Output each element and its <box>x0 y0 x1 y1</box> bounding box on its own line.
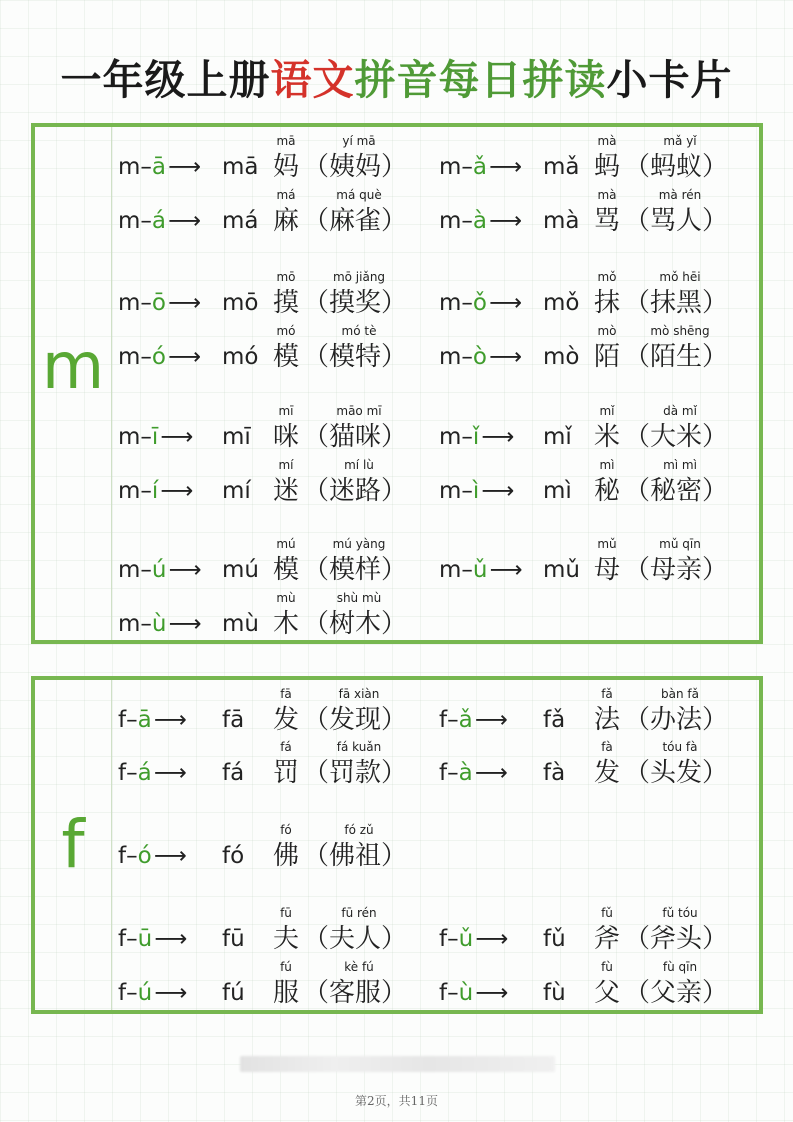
toned-final: ú <box>151 557 167 583</box>
word-pinyin: dà mǐ <box>663 404 697 418</box>
character: 咪 <box>272 422 299 452</box>
arrow-icon: ⟶ <box>481 424 515 450</box>
character: 迷 <box>272 476 299 506</box>
arrow-icon: ⟶ <box>153 760 187 786</box>
character-pinyin: mó <box>276 324 296 338</box>
arrow-icon: ⟶ <box>154 926 188 952</box>
pinyin-entry <box>439 321 759 377</box>
character-pinyin: fó <box>280 823 292 837</box>
example-word: （罚款） <box>302 758 407 788</box>
character-pinyin: fà <box>601 740 613 754</box>
syllable: mī <box>222 424 251 450</box>
example-word: （模特） <box>302 342 407 372</box>
arrow-icon: ⟶ <box>488 290 522 316</box>
example-word: （模样） <box>302 555 407 585</box>
toned-final: ǎ <box>472 154 488 180</box>
character: 服 <box>272 978 299 1008</box>
spelling-dash: – <box>126 980 138 1006</box>
initial-consonant: m <box>118 290 141 316</box>
syllable: fó <box>222 843 245 869</box>
arrow-icon: ⟶ <box>153 843 187 869</box>
example-word: （骂人） <box>623 206 728 236</box>
spelling-formula <box>439 207 522 235</box>
character-pinyin: mà <box>597 134 617 148</box>
example-word: （夫人） <box>302 924 407 954</box>
syllable: mǐ <box>543 424 572 450</box>
word-pinyin: mó tè <box>341 324 377 338</box>
arrow-icon: ⟶ <box>489 208 522 234</box>
pinyin-entry <box>118 684 438 740</box>
toned-final: ú <box>137 980 153 1006</box>
example-word: （办法） <box>623 705 728 735</box>
spelling-formula <box>118 979 187 1007</box>
pinyin-entry <box>439 737 759 793</box>
pinyin-entry <box>439 534 759 590</box>
pinyin-entry <box>118 131 438 187</box>
spelling-dash: – <box>140 208 152 234</box>
pinyin-entry <box>118 401 438 457</box>
syllable: fà <box>543 760 566 786</box>
initial-consonant: m <box>118 557 141 583</box>
toned-final: ì <box>472 478 480 504</box>
arrow-icon: ⟶ <box>160 478 194 504</box>
spelling-formula <box>118 925 187 953</box>
spelling-dash: – <box>126 760 138 786</box>
character-pinyin: mì <box>599 458 615 472</box>
initial-consonant: f <box>439 707 448 733</box>
word-pinyin: yí mā <box>342 134 376 148</box>
character-pinyin: má <box>276 188 296 202</box>
syllable: mǒ <box>543 290 580 316</box>
toned-final: ǔ <box>472 557 488 583</box>
toned-final: ó <box>151 344 166 370</box>
initial-consonant: f <box>118 707 127 733</box>
character: 木 <box>272 609 299 639</box>
syllable: mì <box>543 478 572 504</box>
spelling-dash: – <box>140 424 152 450</box>
example-word: （摸奖） <box>302 288 407 318</box>
initial-consonant: f <box>439 980 448 1006</box>
character: 骂 <box>593 206 620 236</box>
toned-final: ò <box>472 344 487 370</box>
character-pinyin: mǔ <box>597 537 617 551</box>
character: 发 <box>272 705 299 735</box>
title-part-grade: 一年级上册 <box>60 56 271 104</box>
spelling-formula <box>118 610 201 638</box>
example-word: （姨妈） <box>302 152 407 182</box>
word-pinyin: māo mī <box>336 404 382 418</box>
spelling-dash: – <box>461 424 473 450</box>
character-pinyin: fú <box>280 960 292 974</box>
example-word: （斧头） <box>623 924 728 954</box>
toned-final: í <box>151 478 159 504</box>
card-divider <box>111 127 112 640</box>
toned-final: ǐ <box>472 424 480 450</box>
page-number: 第2页，共11页 <box>355 1094 438 1108</box>
character: 抹 <box>593 288 620 318</box>
pinyin-entry <box>439 267 759 323</box>
arrow-icon: ⟶ <box>474 707 508 733</box>
toned-final: ō <box>151 290 166 316</box>
word-pinyin: fǔ tóu <box>662 906 698 920</box>
toned-final: à <box>472 208 488 234</box>
word-pinyin: kè fú <box>344 960 374 974</box>
spelling-dash: – <box>447 760 459 786</box>
toned-final: á <box>151 208 167 234</box>
example-word: （头发） <box>623 758 728 788</box>
spelling-formula <box>118 556 201 584</box>
character-pinyin: mù <box>276 591 296 605</box>
spelling-formula <box>118 207 201 235</box>
spelling-formula <box>118 289 201 317</box>
example-word: （佛祖） <box>302 841 407 871</box>
spelling-dash: – <box>447 707 459 733</box>
spelling-formula <box>118 759 187 787</box>
syllable: mí <box>222 478 251 504</box>
pinyin-entry <box>118 321 438 377</box>
initial-consonant: m <box>118 154 141 180</box>
word-pinyin: fó zǔ <box>344 823 374 837</box>
syllable: mǔ <box>543 557 580 583</box>
spelling-formula <box>439 477 514 505</box>
spelling-dash: – <box>461 208 473 234</box>
spelling-formula <box>439 759 508 787</box>
arrow-icon: ⟶ <box>154 980 188 1006</box>
syllable: mō <box>222 290 259 316</box>
pinyin-entry <box>118 185 438 241</box>
character: 蚂 <box>593 152 620 182</box>
arrow-icon: ⟶ <box>475 980 509 1006</box>
character: 母 <box>593 555 620 585</box>
pinyin-entry <box>118 957 438 1013</box>
spelling-dash: – <box>447 926 459 952</box>
word-pinyin: mǎ yǐ <box>663 134 697 148</box>
character: 陌 <box>593 342 620 372</box>
word-pinyin: mà rén <box>658 188 702 202</box>
arrow-icon: ⟶ <box>168 611 202 637</box>
spelling-dash: – <box>461 344 473 370</box>
spelling-formula <box>439 423 514 451</box>
example-word: （陌生） <box>623 342 728 372</box>
character-pinyin: mú <box>276 537 296 551</box>
character: 罚 <box>272 758 299 788</box>
spelling-dash: – <box>461 557 473 583</box>
spelling-formula <box>439 979 508 1007</box>
example-word: （秘密） <box>623 476 728 506</box>
toned-final: ǎ <box>458 707 473 733</box>
toned-final: á <box>137 760 152 786</box>
syllable: fǎ <box>543 707 566 733</box>
arrow-icon: ⟶ <box>481 478 515 504</box>
example-word: （树木） <box>302 609 407 639</box>
title-part-topic: 拼音每日拼读 <box>354 56 607 104</box>
arrow-icon: ⟶ <box>168 208 201 234</box>
initial-consonant: m <box>439 208 462 234</box>
example-word: （大米） <box>623 422 728 452</box>
pinyin-entry <box>439 684 759 740</box>
pinyin-entry <box>439 957 759 1013</box>
footer-watermark <box>240 1056 555 1072</box>
syllable: fù <box>543 980 566 1006</box>
spelling-dash: – <box>461 154 473 180</box>
pinyin-entry <box>439 401 759 457</box>
arrow-icon: ⟶ <box>475 926 509 952</box>
character-pinyin: fá <box>280 740 292 754</box>
word-pinyin: mí lù <box>344 458 374 472</box>
initial-consonant: f <box>439 926 448 952</box>
character: 发 <box>593 758 620 788</box>
arrow-icon: ⟶ <box>168 154 201 180</box>
spelling-formula <box>118 477 193 505</box>
spelling-formula <box>118 706 187 734</box>
initial-consonant: f <box>118 843 127 869</box>
initial-consonant: m <box>118 208 141 234</box>
pinyin-entry <box>439 903 759 959</box>
syllable: mà <box>543 208 580 234</box>
spelling-formula <box>439 925 508 953</box>
card-divider <box>111 680 112 1010</box>
word-pinyin: mú yàng <box>332 537 386 551</box>
syllable: fū <box>222 926 245 952</box>
character: 法 <box>593 705 620 735</box>
syllable: mā <box>222 154 259 180</box>
initial-consonant: m <box>439 290 462 316</box>
syllable: fú <box>222 980 245 1006</box>
initial-consonant: f <box>118 980 127 1006</box>
character: 父 <box>593 978 620 1008</box>
toned-final: ā <box>151 154 167 180</box>
initial-consonant: m <box>118 478 141 504</box>
pinyin-entry <box>439 185 759 241</box>
character-pinyin: mò <box>597 324 617 338</box>
word-pinyin: má què <box>336 188 382 202</box>
arrow-icon: ⟶ <box>153 707 187 733</box>
syllable: mò <box>543 344 580 370</box>
character-pinyin: mí <box>278 458 294 472</box>
character-pinyin: mī <box>278 404 294 418</box>
spelling-formula <box>118 343 201 371</box>
pinyin-entry <box>439 455 759 511</box>
character: 夫 <box>272 924 299 954</box>
toned-final: à <box>458 760 473 786</box>
arrow-icon: ⟶ <box>167 290 201 316</box>
initial-consonant: f <box>118 760 127 786</box>
toned-final: ó <box>137 843 152 869</box>
word-pinyin: bàn fǎ <box>661 687 699 701</box>
syllable: mó <box>222 344 259 370</box>
arrow-icon: ⟶ <box>488 344 522 370</box>
character-pinyin: fù <box>601 960 613 974</box>
spelling-formula <box>118 423 193 451</box>
pinyin-entry <box>118 455 438 511</box>
toned-final: ù <box>458 980 474 1006</box>
example-word: （抹黑） <box>623 288 728 318</box>
character: 摸 <box>272 288 299 318</box>
initial-letter-f: f <box>61 806 85 883</box>
spelling-dash: – <box>461 290 473 316</box>
pinyin-entry <box>439 131 759 187</box>
arrow-icon: ⟶ <box>167 344 201 370</box>
spelling-formula <box>118 842 187 870</box>
example-word: （父亲） <box>623 978 728 1008</box>
character-pinyin: fǎ <box>601 687 613 701</box>
toned-final: ǒ <box>472 290 487 316</box>
initial-consonant: m <box>118 611 141 637</box>
syllable: mú <box>222 557 259 583</box>
pinyin-entry <box>118 267 438 323</box>
word-pinyin: fā xiàn <box>338 687 380 701</box>
example-word: （蚂蚁） <box>623 152 728 182</box>
spelling-dash: – <box>140 154 152 180</box>
word-pinyin: fù qīn <box>662 960 698 974</box>
character-pinyin: mō <box>276 270 296 284</box>
spelling-formula <box>439 556 522 584</box>
spelling-formula <box>439 153 522 181</box>
spelling-formula <box>439 343 522 371</box>
initial-consonant: m <box>118 344 141 370</box>
syllable: má <box>222 208 259 234</box>
spelling-dash: – <box>140 478 152 504</box>
character-pinyin: fǔ <box>601 906 613 920</box>
character: 模 <box>272 342 299 372</box>
initial-consonant: f <box>439 760 448 786</box>
word-pinyin: fá kuǎn <box>336 740 382 754</box>
character-pinyin: mǒ <box>597 270 617 284</box>
spelling-dash: – <box>126 926 138 952</box>
initial-consonant: m <box>439 478 462 504</box>
spelling-dash: – <box>461 478 473 504</box>
toned-final: ǔ <box>458 926 474 952</box>
character: 斧 <box>593 924 620 954</box>
syllable: fá <box>222 760 245 786</box>
example-word: （发现） <box>302 705 407 735</box>
character: 麻 <box>272 206 299 236</box>
character: 佛 <box>272 841 299 871</box>
syllable: fā <box>222 707 245 733</box>
spelling-dash: – <box>126 707 138 733</box>
toned-final: ā <box>137 707 152 733</box>
arrow-icon: ⟶ <box>168 557 202 583</box>
spelling-formula <box>439 706 508 734</box>
spelling-dash: – <box>447 980 459 1006</box>
initial-consonant: m <box>439 154 462 180</box>
page-title <box>0 52 793 108</box>
pinyin-entry <box>118 820 438 876</box>
arrow-icon: ⟶ <box>474 760 508 786</box>
spelling-dash: – <box>140 290 152 316</box>
word-pinyin: mò shēng <box>650 324 710 338</box>
example-word: （客服） <box>302 978 407 1008</box>
title-part-subject: 语文 <box>270 56 355 104</box>
character-pinyin: mā <box>276 134 296 148</box>
word-pinyin: tóu fà <box>662 740 698 754</box>
pinyin-entry <box>118 534 438 590</box>
character-pinyin: mà <box>597 188 617 202</box>
toned-final: ū <box>137 926 153 952</box>
title-part-card: 小卡片 <box>606 56 733 104</box>
pinyin-entry <box>118 903 438 959</box>
character-pinyin: fā <box>280 687 292 701</box>
spelling-dash: – <box>140 344 152 370</box>
initial-consonant: m <box>439 344 462 370</box>
spelling-dash: – <box>140 611 152 637</box>
pinyin-entry <box>118 737 438 793</box>
syllable: fǔ <box>543 926 566 952</box>
example-word: （迷路） <box>302 476 407 506</box>
example-word: （麻雀） <box>302 206 407 236</box>
initial-consonant: m <box>118 424 141 450</box>
character: 妈 <box>272 152 299 182</box>
syllable: mù <box>222 611 259 637</box>
spelling-formula <box>439 289 522 317</box>
example-word: （母亲） <box>623 555 728 585</box>
toned-final: ī <box>151 424 159 450</box>
arrow-icon: ⟶ <box>489 154 522 180</box>
word-pinyin: shù mù <box>336 591 382 605</box>
character: 米 <box>593 422 620 452</box>
initial-consonant: m <box>439 424 462 450</box>
character-pinyin: fū <box>280 906 292 920</box>
character-pinyin: mǐ <box>599 404 615 418</box>
spelling-formula <box>118 153 201 181</box>
initial-letter-m: m <box>41 330 105 404</box>
word-pinyin: mì mì <box>663 458 697 472</box>
arrow-icon: ⟶ <box>160 424 194 450</box>
pinyin-entry <box>118 588 438 644</box>
spelling-dash: – <box>140 557 152 583</box>
toned-final: ù <box>151 611 167 637</box>
syllable: mǎ <box>543 154 580 180</box>
initial-consonant: m <box>439 557 462 583</box>
word-pinyin: fū rén <box>341 906 377 920</box>
character: 模 <box>272 555 299 585</box>
word-pinyin: mǒ hēi <box>659 270 701 284</box>
spelling-dash: – <box>126 843 138 869</box>
word-pinyin: mǔ qīn <box>659 537 701 551</box>
initial-consonant: f <box>118 926 127 952</box>
word-pinyin: mō jiǎng <box>332 270 386 284</box>
character: 秘 <box>593 476 620 506</box>
example-word: （猫咪） <box>302 422 407 452</box>
arrow-icon: ⟶ <box>489 557 523 583</box>
